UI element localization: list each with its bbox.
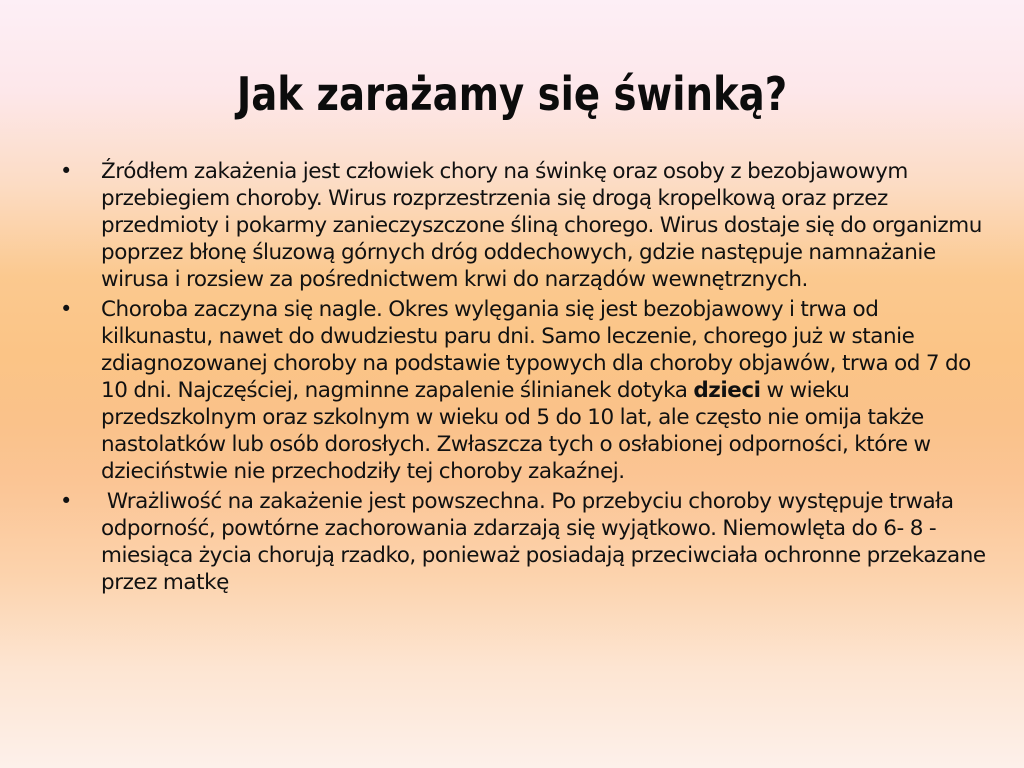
bullet-text-part: Choroba zaczyna się nagle. Okres wylęgania się jest bezobjawowy i trwa od kilkunastu, nawet do dwudziestu paru dni. Samo leczenie, chorego już w stanie zdiagnozowanej choroby na podstawie typowych dla choroby objawów, trwa od 7 do 10 dni. Najczęściej, nagminne zapalenie ślinianek dotyka <box>101 297 971 403</box>
bullet-text-part: w wieku przedszkolnym oraz szkolnym w wieku od 5 do 10 lat, ale często nie omija także nastolatków lub osób dorosłych. Zwłaszcza tych o osłabionej odporności, które w dzieciństwie nie przechodziły tej choroby zakaźnej. <box>101 378 931 484</box>
bullet-item <box>60 488 990 596</box>
bullet-icon: • <box>60 159 73 183</box>
bullet-text: Wrażliwość na zakażenie jest powszechna. Po przebyciu choroby występuje trwała odporność, powtórne zachorowania zdarzają się wyjątkowo. Niemowlęta do 6- 8 -miesiąca życia chorują rzadko, ponieważ posiadają przeciwciała ochronne przekazane przez matkę <box>101 489 992 595</box>
bullet-list <box>60 158 990 599</box>
bullet-item <box>60 158 990 293</box>
bold-word: dzieci <box>693 378 761 403</box>
bullet-icon: • <box>60 297 73 321</box>
bullet-text: Źródłem zakażenia jest człowiek chory na świnkę oraz osoby z bezobjawowym przebiegiem choroby. Wirus rozprzestrzenia się drogą kropelkową oraz przez przedmioty i pokarmy zanieczyszczone śliną chorego. Wirus dostaje się do organizmu poprzez błonę śluzową górnych dróg oddechowych, gdzie następuje namnażanie wirusa i rozsiew za pośrednictwem krwi do narządów wewnętrznych. <box>101 159 982 292</box>
bullet-icon: • <box>60 489 73 513</box>
bullet-item <box>60 296 990 485</box>
bullet-text <box>101 296 990 485</box>
slide-title: Jak zarażamy się świnką? <box>236 67 788 121</box>
